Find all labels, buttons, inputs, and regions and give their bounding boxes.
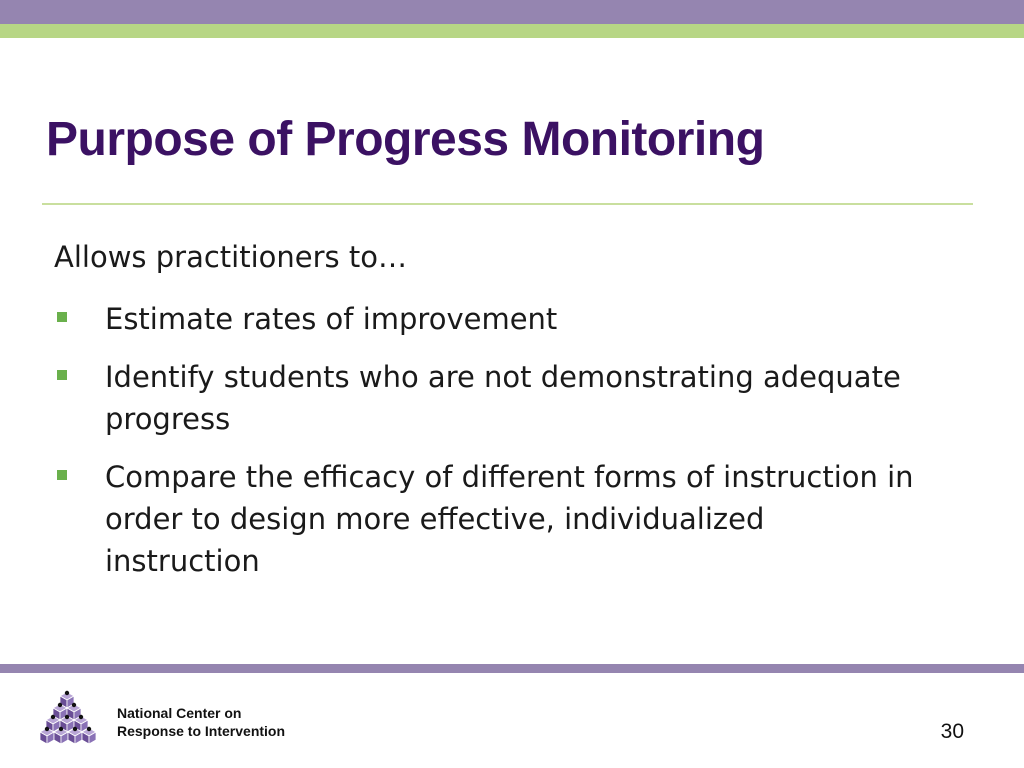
bullet-text: Identify students who are not demonstrating adequate progress xyxy=(105,360,901,436)
bullet-item xyxy=(54,456,914,582)
bullet-text: Estimate rates of improvement xyxy=(105,302,558,336)
square-bullet-icon xyxy=(57,370,67,380)
bullet-item xyxy=(54,298,914,340)
bullet-text: Compare the efficacy of different forms of instruction in order to design more effective, individualized instruction xyxy=(105,460,914,578)
square-bullet-icon xyxy=(57,470,67,480)
page-number: 30 xyxy=(940,720,964,743)
bottom-purple-band xyxy=(0,664,1024,673)
top-green-band xyxy=(0,24,1024,38)
bullet-item xyxy=(54,356,914,440)
org-name-line1: National Center on xyxy=(117,705,242,721)
stacked-cubes-logo-icon xyxy=(38,690,108,752)
square-bullet-icon xyxy=(57,312,67,322)
organization-name xyxy=(117,704,285,740)
slide-title: Purpose of Progress Monitoring xyxy=(46,113,765,166)
org-name-line2: Response to Intervention xyxy=(117,723,286,739)
top-purple-band xyxy=(0,0,1024,24)
title-divider xyxy=(42,203,973,205)
bullet-list xyxy=(54,298,914,582)
slide-body xyxy=(54,238,914,598)
intro-text: Allows practitioners to… xyxy=(54,240,407,274)
